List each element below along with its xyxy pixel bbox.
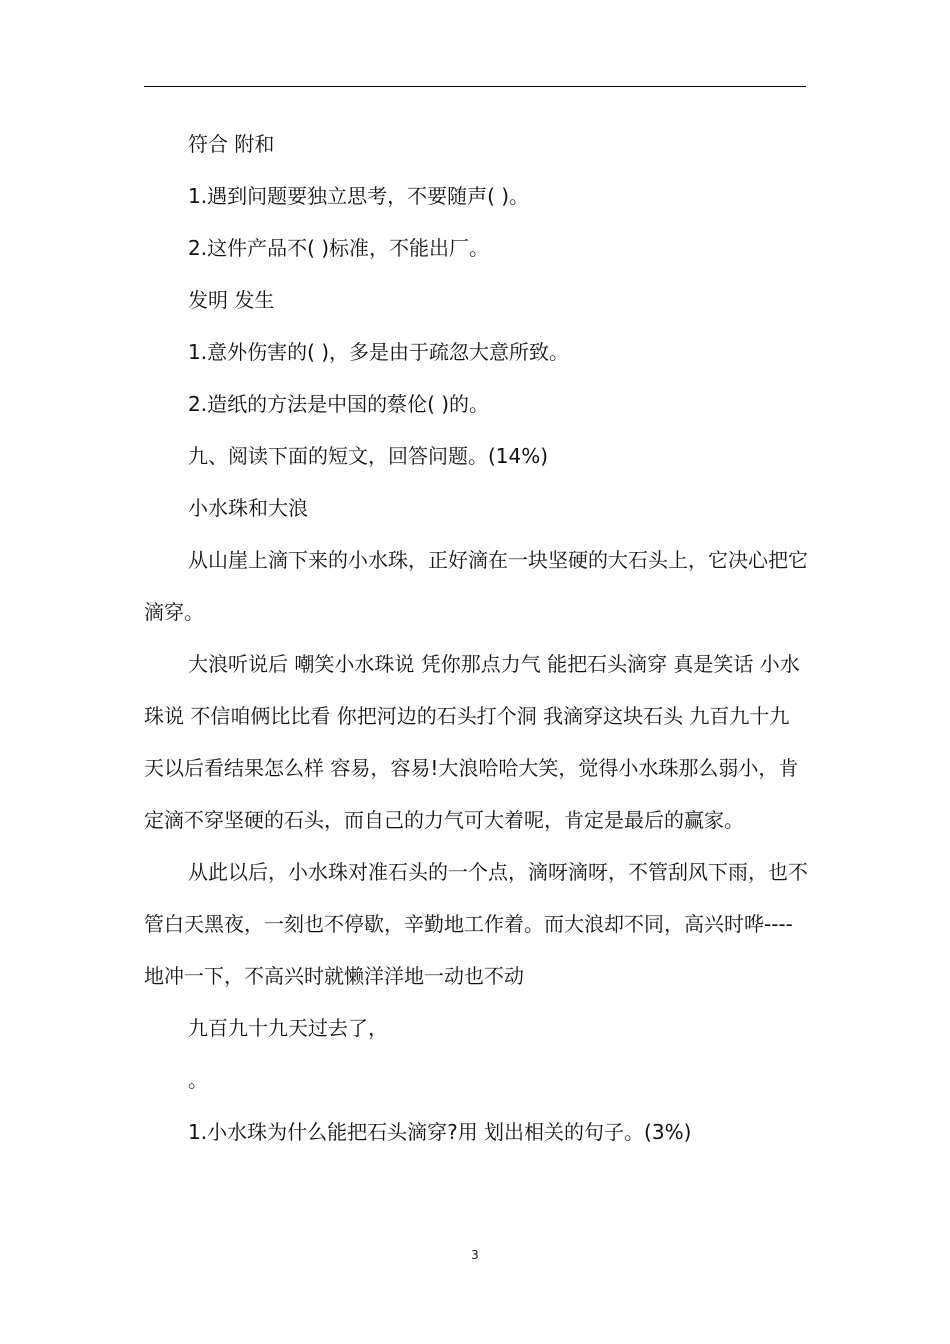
passage-paragraph: 大浪听说后 嘲笑小水珠说 凭你那点力气 能把石头滴穿 真是笑话 小水珠说 不信咱俩比比看 你把河边的石头打个洞 我滴穿这块石头 九百九十九天以后看结果怎么样 容易，容易!大浪哈哈大笑，觉得小水珠那么弱小，肯定滴不穿坚硬的石头，而自己的力气可大着呢，肯定是最后的赢家。 — [144, 652, 800, 832]
passage-title: 小水珠和大浪 — [188, 496, 308, 520]
page-number: 3 — [471, 1248, 479, 1262]
passage-paragraph: 从山崖上滴下来的小水珠，正好滴在一块坚硬的大石头上，它决心把它滴穿。 — [144, 548, 808, 624]
question-2-1: 1.意外伤害的( )，多是由于疏忽大意所致。 — [188, 340, 570, 364]
reading-question-1: 1.小水珠为什么能把石头滴穿?用 划出相关的句子。(3%) — [188, 1120, 692, 1144]
word-pair-1: 符合 附和 — [188, 132, 275, 156]
passage-paragraph: 从此以后，小水珠对准石头的一个点，滴呀滴呀，不管刮风下雨，也不管白天黑夜，一刻也不停歇，辛勤地工作着。而大浪却不同，高兴时哗----地冲一下，不高兴时就懒洋洋地一动也不动 — [144, 860, 808, 988]
passage-ending: 。 — [188, 1068, 208, 1092]
question-1-1: 1.遇到问题要独立思考，不要随声( )。 — [188, 184, 530, 208]
header-rule — [144, 86, 806, 87]
question-1-2: 2.这件产品不( )标准，不能出厂。 — [188, 236, 490, 260]
section-heading: 九、阅读下面的短文，回答问题。(14%) — [188, 444, 549, 468]
question-2-2: 2.造纸的方法是中国的蔡伦( )的。 — [188, 392, 490, 416]
document-body — [144, 118, 808, 1158]
passage-continuation: 九百九十九天过去了， — [188, 1016, 388, 1040]
word-pair-2: 发明 发生 — [188, 288, 275, 312]
